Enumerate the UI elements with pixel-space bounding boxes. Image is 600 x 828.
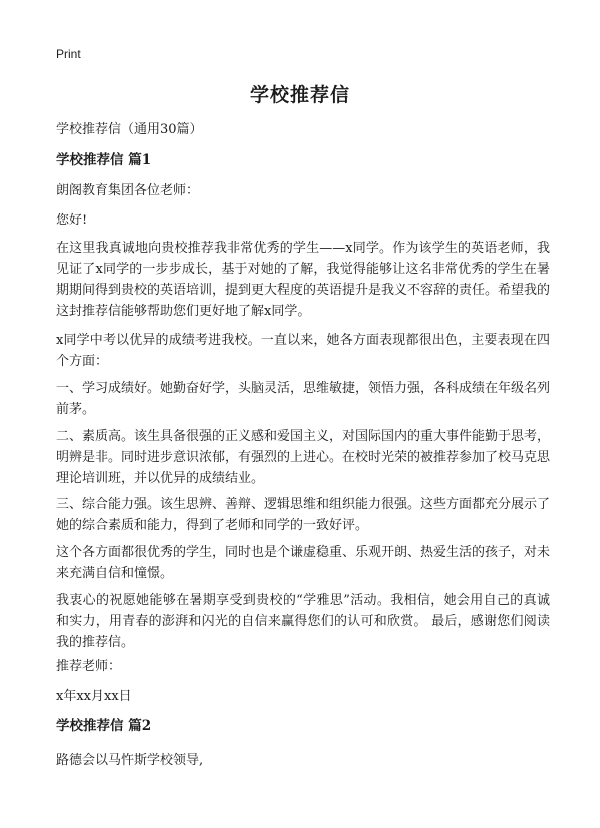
signature-date: x年xx月xx日 bbox=[56, 689, 132, 704]
page-title: 学校推荐信 bbox=[249, 84, 350, 106]
body-paragraph-4: 二、素质高。该生具备很强的正义感和爱国主义，对国际国内的重大事件能勤于思考，明辨是非。同时进步意识浓郁，有强烈的上进心。在校时光荣的被推荐参加了校马克思理论培训班，并以优异的成绩结业。 bbox=[56, 429, 551, 486]
body-paragraph-1: 在这里我真诚地向贵校推荐我非常优秀的学生——x同学。作为该学生的英语老师，我见证了x同学的一步步成长，基于对她的了解，我觉得能够让这名非常优秀的学生在暑期期间得到贵校的英语培训，提到更大程度的英语提升是我义不容辞的责任。希望我的这封推荐信能够帮助您们更好地了解x同学。 bbox=[56, 241, 551, 319]
print-link[interactable]: Print bbox=[56, 47, 81, 61]
body-paragraph-7: 我衷心的祝愿她能够在暑期享受到贵校的“学雅思”活动。我相信，她会用自己的真诚和实力，用青春的澎湃和闪光的自信来赢得您们的认可和欣赏。 最后，感谢您们阅读我的推荐信。 bbox=[56, 593, 550, 650]
salutation-2: 路德会以马忤斯学校领导, bbox=[56, 753, 204, 768]
body-paragraph-2: x同学中考以优异的成绩考进我校。一直以来，她各方面表现都很出色，主要表现在四个方面： bbox=[56, 333, 550, 369]
section-heading-1: 学校推荐信 篇1 bbox=[56, 152, 152, 168]
greeting: 您好! bbox=[56, 213, 88, 228]
salutation: 朗阁教育集团各位老师： bbox=[56, 183, 200, 198]
signature-label: 推荐老师： bbox=[56, 659, 122, 674]
body-paragraph-5: 三、综合能力强。该生思辨、善辩、逻辑思维和组织能力很强。这些方面都充分展示了她的综合素质和能力，得到了老师和同学的一致好评。 bbox=[56, 497, 551, 533]
document-subtitle: 学校推荐信（通用30篇） bbox=[56, 122, 203, 137]
section-heading-2: 学校推荐信 篇2 bbox=[56, 718, 152, 734]
body-paragraph-3: 一、学习成绩好。她勤奋好学，头脑灵活，思维敏捷，领悟力强，各科成绩在年级名列前茅。 bbox=[56, 381, 551, 417]
body-paragraph-6: 这个各方面都很优秀的学生，同时也是个谦虚稳重、乐观开朗、热爱生活的孩子，对未来充满自信和憧憬。 bbox=[56, 545, 551, 581]
